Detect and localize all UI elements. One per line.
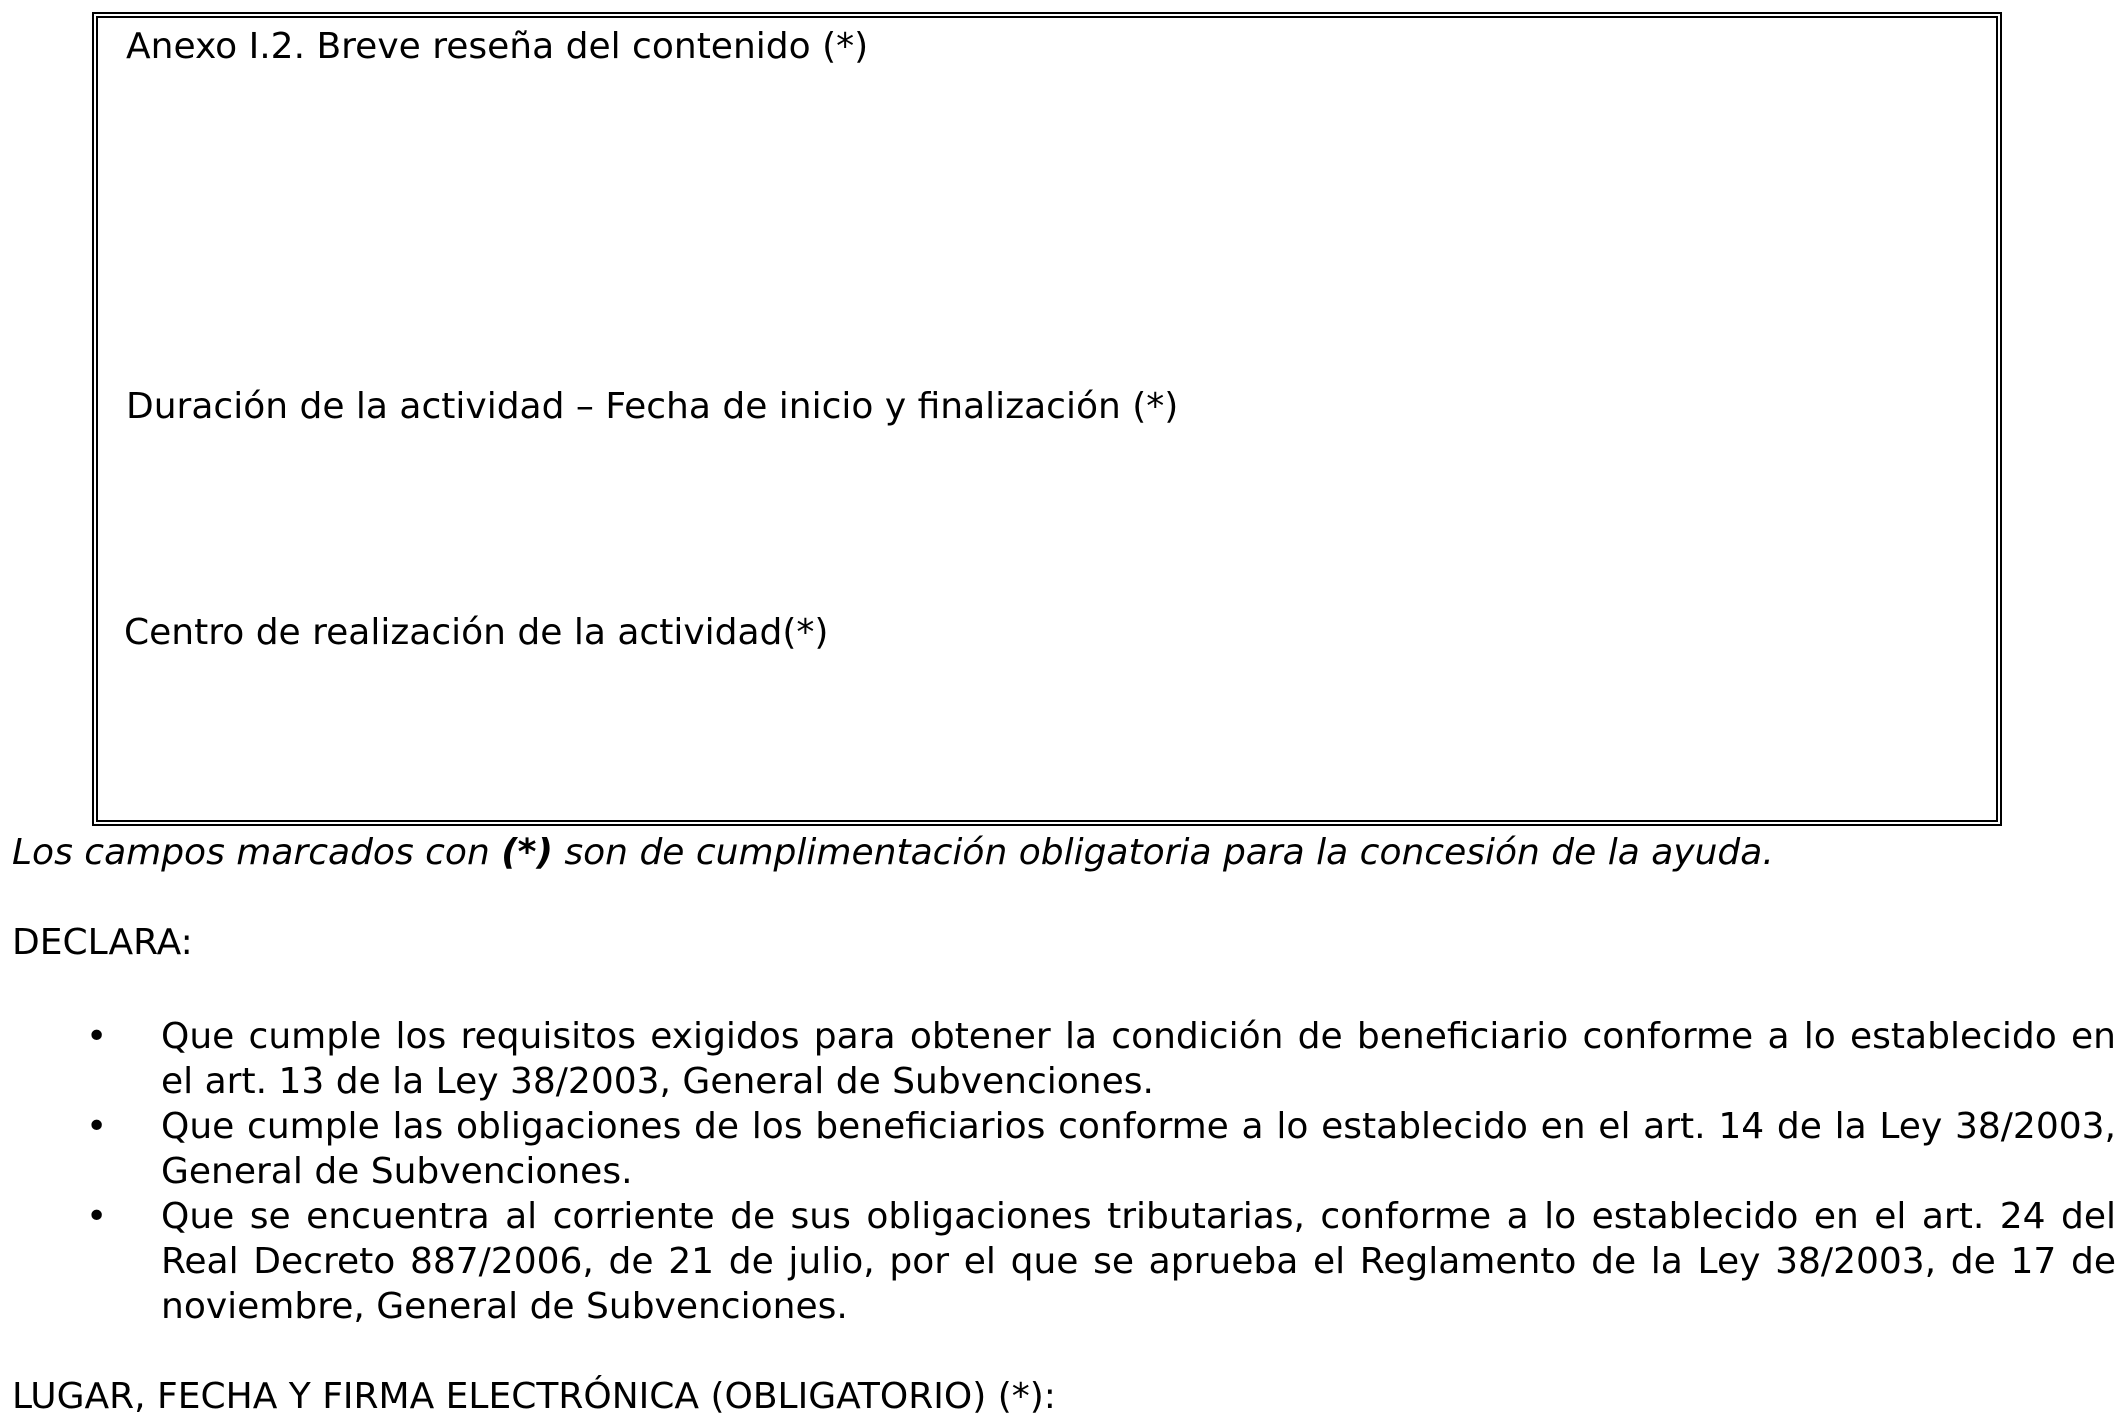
declaration-text: Que cumple los requisitos exigidos para obtener la condición de beneficiario conforme a lo establecido en el art. 13 de la Ley 38/2003, General de Subvenciones.: [161, 1016, 2116, 1102]
note-text-after: son de cumplimentación obligatoria para la concesión de la ayuda.: [552, 832, 1774, 873]
declaration-item: [0, 1104, 2126, 1194]
signature-heading: LUGAR, FECHA Y FIRMA ELECTRÓNICA (OBLIGATORIO) (*):: [12, 1376, 1056, 1417]
declara-heading: DECLARA:: [12, 922, 193, 963]
bullet-icon: •: [86, 1106, 108, 1147]
duration-field-label: Duración de la actividad – Fecha de inicio y finalización (*): [126, 386, 1179, 427]
mandatory-fields-note: [12, 832, 1774, 874]
summary-field-label: Anexo I.2. Breve reseña del contenido (*): [126, 26, 869, 67]
declaration-item: [0, 1194, 2126, 1329]
declarations-list: [0, 1014, 2126, 1329]
note-text-before: Los campos marcados con: [12, 832, 502, 873]
bullet-icon: •: [86, 1016, 108, 1057]
note-required-marker: (*): [501, 832, 553, 873]
declaration-text: Que cumple las obligaciones de los beneficiarios conforme a lo establecido en el art. 14 de la Ley 38/2003, General de Subvenciones.: [161, 1106, 2116, 1192]
declaration-item: [0, 1014, 2126, 1104]
bullet-icon: •: [86, 1196, 108, 1237]
annex-form-box: [92, 12, 2002, 826]
declaration-text: Que se encuentra al corriente de sus obligaciones tributarias, conforme a lo establecido en el art. 24 del Real Decreto 887/2006, de 21 de julio, por el que se aprueba el Reglamento de la Ley 38/2003, de 17 de noviembre, General de Subvenciones.: [161, 1196, 2116, 1327]
activity-center-field-label: Centro de realización de la actividad(*): [124, 612, 829, 653]
